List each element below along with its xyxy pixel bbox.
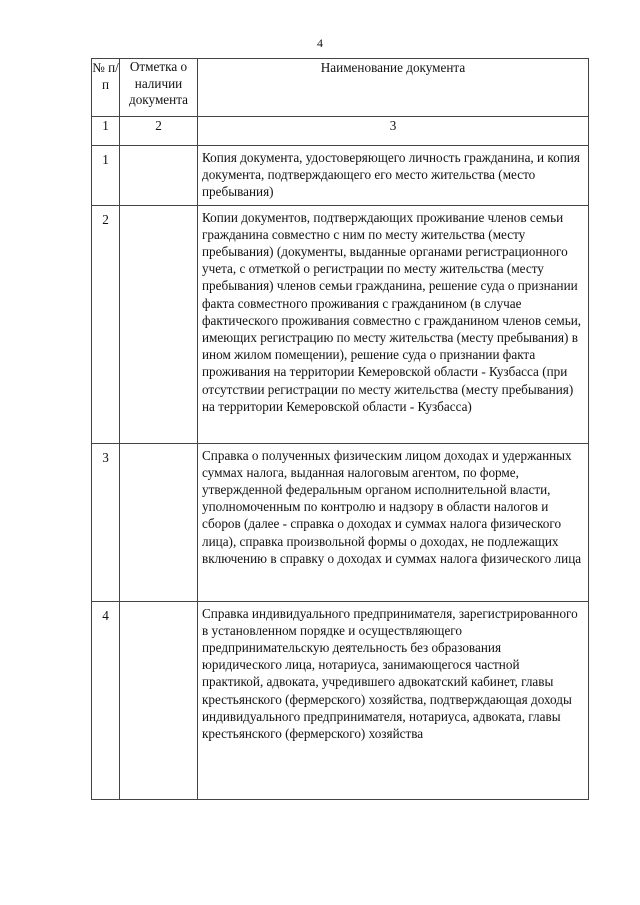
row-number: 3 (92, 443, 120, 601)
row-number: 2 (92, 205, 120, 443)
page-number: 4 (317, 36, 323, 50)
row-document-name: Копии документов, подтверждающих проживание членов семьи гражданина совместно с ним по месту жительства (месту пребывания) (документы, выданные органами регистрационного учета, с отметкой о регистрации по месту жительства (месту пребывания) членов семьи гражданина, решение суда о признании факта совместного проживания с гражданином (в случае фактического проживания совместно с гражданином членов семьи, имеющих регистрацию по месту жительства (месту пребывания) в ином жилом помещении), решение суда о признании факта проживания на территории Кемеровской области - Кузбасса (при отсутствии регистрации по месту жительства (месту пребывания) на территории Кемеровской области - Кузбасса) (198, 205, 589, 443)
column-index: 2 (120, 117, 198, 146)
column-index: 3 (198, 117, 589, 146)
row-mark-cell[interactable] (120, 601, 198, 799)
column-index: 1 (92, 117, 120, 146)
table-row (92, 601, 589, 799)
row-number: 4 (92, 601, 120, 799)
row-document-name: Справка о полученных физическим лицом доходах и удержанных суммах налога, выданная налоговым агентом, по форме, утвержденной федеральным органом исполнительной власти, уполномоченным по контролю и надзору в области налогов и сборов (далее - справка о доходах и суммах налога физического лица), справка произвольной формы о доходах, не подлежащих включению в справку о доходах и суммах налога физического лица (198, 443, 589, 601)
header-mark: Отметка о наличии документа (120, 59, 198, 117)
documents-table (91, 58, 589, 800)
table-row (92, 146, 589, 206)
row-mark-cell[interactable] (120, 205, 198, 443)
column-index-row (92, 117, 589, 146)
row-document-name: Справка индивидуального предпринимателя, зарегистрированного в установленном порядке и осуществляющего предпринимательскую деятельность без образования юридического лица, нотариуса, занимающегося частной практикой, адвоката, учредившего адвокатский кабинет, главы крестьянского (фермерского) хозяйства, подтверждающая доходы индивидуального предпринимателя, нотариуса, адвоката, главы крестьянского (фермерского) хозяйства (198, 601, 589, 799)
header-document-name: Наименование документа (198, 59, 589, 117)
table-row (92, 205, 589, 443)
table-row (92, 443, 589, 601)
row-mark-cell[interactable] (120, 443, 198, 601)
row-document-name: Копия документа, удостоверяющего личность гражданина, и копия документа, подтверждающего его место жительства (место пребывания) (198, 146, 589, 206)
header-number: № п/п (92, 59, 120, 117)
row-number: 1 (92, 146, 120, 206)
table-header-row (92, 59, 589, 117)
row-mark-cell[interactable] (120, 146, 198, 206)
